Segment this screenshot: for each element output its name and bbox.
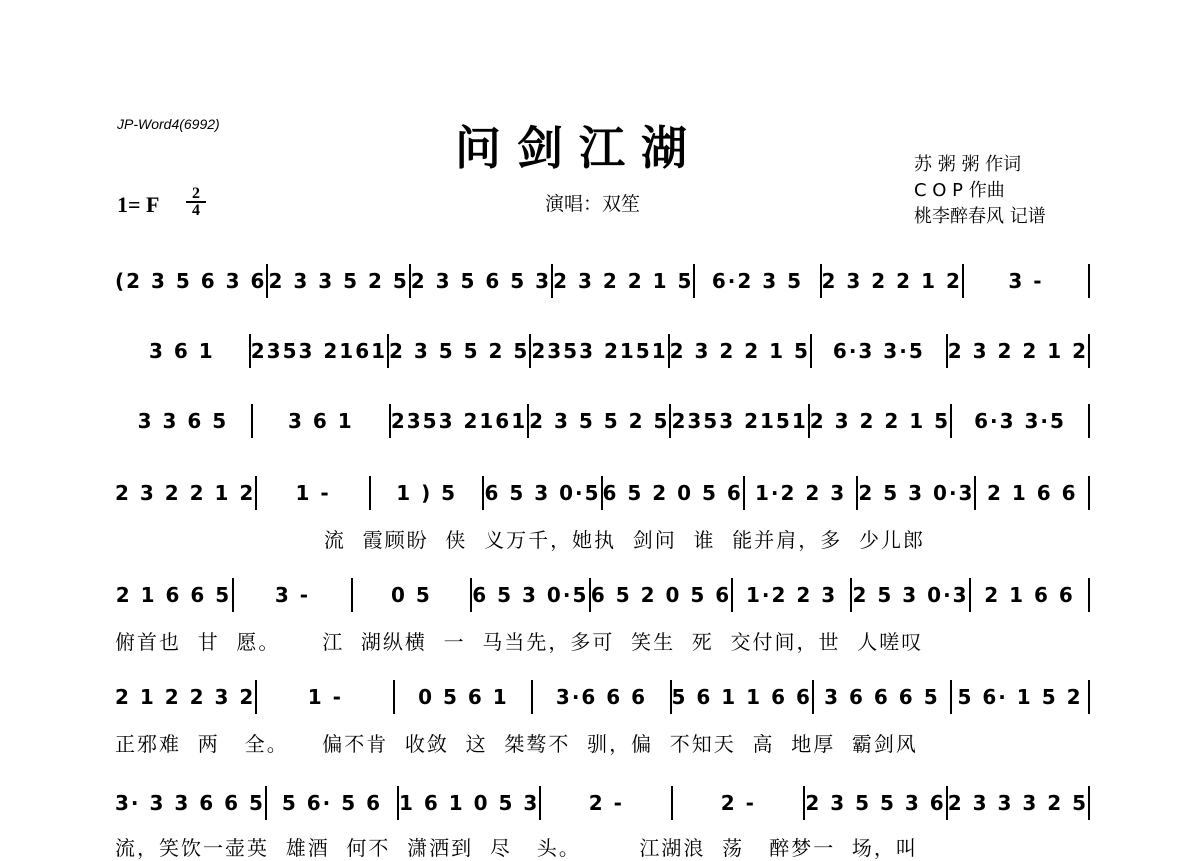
measure: 3·6 6 6 — [555, 685, 648, 709]
measure: (2 3 5 6 3 6 — [115, 269, 267, 293]
score-line — [115, 472, 1090, 514]
measure: 2 3 3 3 2 5 — [947, 791, 1088, 815]
notation-measures — [115, 330, 1090, 372]
measure: 2 5 3 0·3 — [852, 583, 969, 607]
lyricist-credit: 苏 粥 粥 作词 — [914, 154, 1022, 175]
measure: 3 6 1 — [288, 409, 354, 433]
measure: 2 3 2 2 1 5 — [553, 269, 694, 293]
measure: 6 5 2 0 5 6 — [602, 481, 743, 505]
barline — [1088, 578, 1090, 612]
measure: 2 5 3 0·3 — [858, 481, 975, 505]
measure: 6 5 3 0·5 — [484, 481, 601, 505]
measure: 2 3 2 2 1 5 — [669, 339, 810, 363]
composer-credit: C O P 作曲 — [914, 180, 1005, 201]
measure: 0 5 6 1 — [418, 685, 509, 709]
score-line — [115, 676, 1090, 718]
score-line — [115, 330, 1090, 372]
measure: 3 - — [274, 583, 311, 607]
notation-measures — [115, 574, 1090, 616]
singer-credit: 演唱：双笙 — [545, 193, 641, 215]
measure: 2 3 2 2 1 2 — [115, 481, 256, 505]
measure: 1 - — [307, 685, 343, 709]
lyric-line: 正邪难 两 全。 偏不肯 收敛 这 桀骜不 驯，偏 不知天 高 地厚 霸剑风 — [115, 732, 918, 756]
measure: 2353 2161 — [390, 409, 528, 433]
measure: 1·2 2 3 — [755, 481, 847, 505]
measure: 2 3 2 2 1 5 — [809, 409, 951, 433]
barline — [1088, 334, 1090, 368]
software-version: JP-Word4(6992) — [117, 116, 220, 132]
measure: 1·2 2 3 — [746, 583, 838, 607]
measure: 3 - — [1008, 269, 1044, 293]
measure: 6·3 3·5 — [974, 409, 1066, 433]
measure: 2353 2151 — [671, 409, 808, 433]
barline — [1088, 404, 1090, 438]
measure: 5 6 1 1 6 6 — [671, 685, 812, 709]
barline — [1088, 680, 1090, 714]
measure: 2 1 6 6 — [986, 481, 1078, 505]
score-line — [115, 400, 1090, 442]
measure: 3 6 6 6 5 — [824, 685, 940, 709]
notation-measures — [115, 782, 1090, 824]
lyric-line: 流，笑饮一壶英 雄酒 何不 潇洒到 尽 头。 江湖浪 荡 醉梦一 场，叫 — [115, 836, 918, 860]
measure: 1 6 1 0 5 3 — [398, 791, 540, 815]
notation-measures — [115, 400, 1090, 442]
measure: 3 3 6 5 — [137, 409, 229, 433]
lyric-line: 俯首也 甘 愿。 江 湖纵横 一 马当先，多可 笑生 死 交付间，世 人嗟叹 — [115, 630, 924, 654]
measure: 2 3 2 2 1 2 — [947, 339, 1088, 363]
measure: 2 1 6 6 — [984, 583, 1075, 607]
notation-measures — [115, 472, 1090, 514]
measure: 2 - — [720, 791, 756, 815]
measure: 2353 2161 — [250, 339, 388, 363]
measure: 2 3 5 5 2 5 — [389, 339, 530, 363]
measure: 1 ) 5 — [396, 481, 458, 505]
measure: 0 5 — [390, 583, 432, 607]
measure: 6 5 2 0 5 6 — [590, 583, 732, 607]
notation-measures — [115, 676, 1090, 718]
barline — [1088, 476, 1090, 510]
barline — [1088, 264, 1090, 298]
time-sig-top: 2 — [186, 186, 206, 203]
measure: 2 3 5 5 3 6 — [805, 791, 946, 815]
measure: 2 3 2 2 1 2 — [821, 269, 962, 293]
measure: 6 5 3 0·5 — [472, 583, 589, 607]
measure: 2 3 5 5 2 5 — [529, 409, 670, 433]
measure: 2 - — [588, 791, 624, 815]
notation-measures — [115, 260, 1090, 302]
measure: 6·3 3·5 — [832, 339, 925, 363]
measure: 2353 2151 — [531, 339, 668, 363]
song-title: 问剑江湖 — [455, 121, 703, 175]
measure: 3 6 1 — [149, 339, 215, 363]
measure: 5 6· 5 6 — [281, 791, 383, 815]
measure: 2 1 6 6 5 — [115, 583, 232, 607]
measure: 1 - — [295, 481, 331, 505]
measure: 2 3 3 5 2 5 — [268, 269, 409, 293]
key-signature: 1= F — [117, 192, 160, 217]
score-line — [115, 260, 1090, 302]
time-sig-bottom: 4 — [192, 202, 200, 219]
time-signature — [186, 186, 206, 218]
measure: 3· 3 3 6 6 5 — [115, 791, 265, 815]
score-line — [115, 574, 1090, 616]
measure: 2 1 2 2 3 2 — [115, 685, 256, 709]
lyric-line: 流 霞顾盼 侠 义万千，她执 剑问 谁 能并肩，多 少儿郎 — [115, 528, 925, 552]
score-line — [115, 782, 1090, 824]
measure: 6·2 3 5 — [711, 269, 804, 293]
measure: 5 6· 1 5 2 — [957, 685, 1083, 709]
transcriber-credit: 桃李醉春风 记谱 — [914, 206, 1046, 227]
measure: 2 3 5 6 5 3 — [410, 269, 552, 293]
barline — [1088, 786, 1090, 820]
